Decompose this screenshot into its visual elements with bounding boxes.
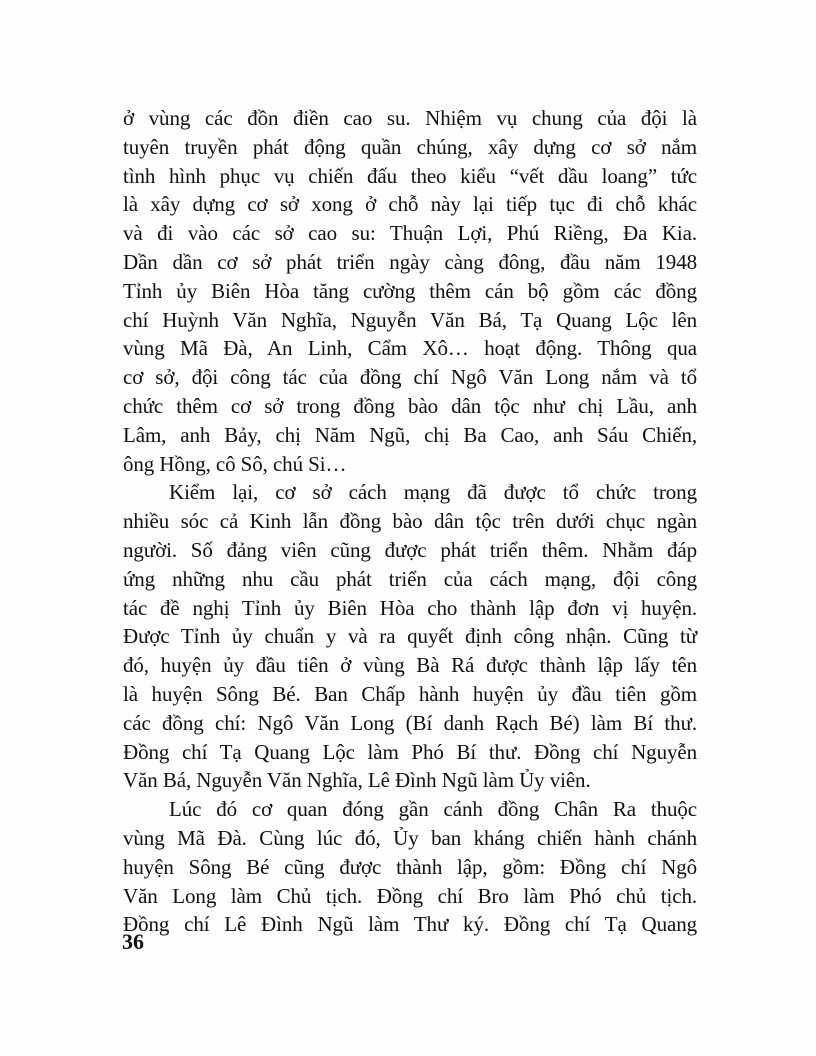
text-line: Kiểm lại, cơ sở cách mạng đã được tổ chức trong (169, 480, 697, 505)
text-line: vùng Mã Đà. Cùng lúc đó, Ủy ban kháng chiến hành chánh (123, 825, 697, 850)
text-line: đó, huyện ủy đầu tiên ở vùng Bà Rá được thành lập lấy tên (123, 653, 697, 678)
text-line: Được Tỉnh ủy chuẩn y và ra quyết định công nhận. Cũng từ (123, 624, 697, 649)
text-line: Lâm, anh Bảy, chị Năm Ngũ, chị Ba Cao, anh Sáu Chiến, (123, 422, 697, 447)
text-line: là xây dựng cơ sở xong ở chỗ này lại tiếp tục đi chỗ khác (123, 192, 697, 217)
text-line: Đồng chí Lê Đình Ngũ làm Thư ký. Đồng chí Tạ Quang (123, 912, 697, 937)
text-line: ở vùng các đồn điền cao su. Nhiệm vụ chung của đội là (123, 106, 697, 130)
text-line: ông Hồng, cô Sô, chú Si… (123, 451, 347, 476)
text-line: Tỉnh ủy Biên Hòa tăng cường thêm cán bộ gồm các đồng (123, 278, 697, 303)
text-line: Lúc đó cơ quan đóng gần cánh đồng Chân Ra thuộc (169, 797, 697, 822)
text-line: nhiều sóc cả Kinh lẫn đồng bào dân tộc trên dưới chục ngàn (123, 509, 697, 534)
text-line: chức thêm cơ sở trong đồng bào dân tộc như chị Lầu, anh (123, 393, 697, 418)
text-line: tuyên truyền phát động quần chúng, xây dựng cơ sở nắm (123, 134, 697, 159)
paragraph-1 (123, 104, 697, 478)
body-text (123, 104, 697, 939)
text-line: huyện Sông Bé cũng được thành lập, gồm: Đồng chí Ngô (123, 854, 697, 879)
text-line: chí Huỳnh Văn Nghĩa, Nguyễn Văn Bá, Tạ Quang Lộc lên (123, 307, 697, 332)
text-line: và đi vào các sở cao su: Thuận Lợi, Phú Riềng, Đa Kia. (123, 221, 697, 246)
text-line: các đồng chí: Ngô Văn Long (Bí danh Rạch Bé) làm Bí thư. (123, 710, 697, 735)
text-line: ứng những nhu cầu phát triển của cách mạng, đội công (123, 566, 697, 591)
text-line: là huyện Sông Bé. Ban Chấp hành huyện ủy đầu tiên gồm (123, 681, 697, 706)
text-line: người. Số đảng viên cũng được phát triển thêm. Nhằm đáp (123, 537, 697, 562)
paragraph-3 (123, 795, 697, 939)
page-number: 36 (122, 929, 144, 954)
text-line: cơ sở, đội công tác của đồng chí Ngô Văn Long nắm và tổ (123, 365, 697, 390)
paragraph-2 (123, 478, 697, 795)
text-line: Đồng chí Tạ Quang Lộc làm Phó Bí thư. Đồng chí Nguyễn (123, 739, 697, 764)
text-line: tình hình phục vụ chiến đấu theo kiểu “vết dầu loang” tức (123, 163, 697, 188)
text-line: Văn Bá, Nguyễn Văn Nghĩa, Lê Đình Ngũ làm Ủy viên. (123, 768, 591, 793)
text-line: Dần dần cơ sở phát triển ngày càng đông, đầu năm 1948 (123, 249, 697, 274)
text-line: tác đề nghị Tỉnh ủy Biên Hòa cho thành lập đơn vị huyện. (123, 595, 697, 620)
text-line: vùng Mã Đà, An Linh, Cẩm Xô… hoạt động. Thông qua (123, 336, 697, 361)
text-line: Văn Long làm Chủ tịch. Đồng chí Bro làm Phó chủ tịch. (123, 883, 697, 908)
